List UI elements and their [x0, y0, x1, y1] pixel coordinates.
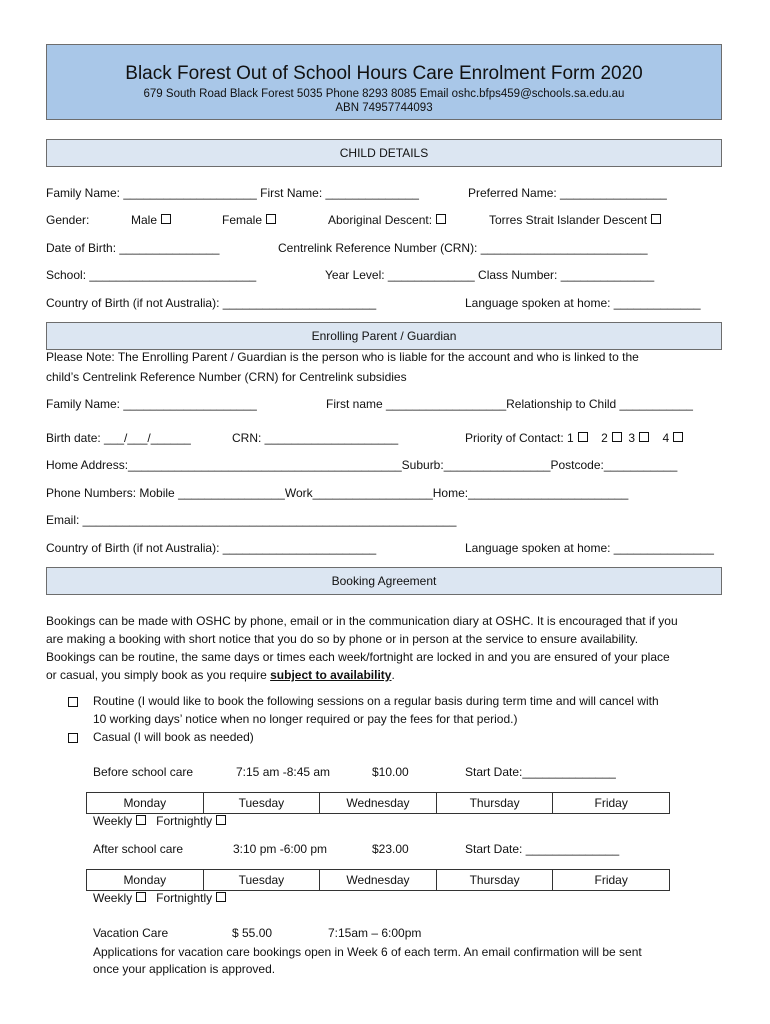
availability-emphasis: subject to availability [270, 668, 392, 682]
parent-birth-date-field[interactable]: Birth date: ___/___/______ [46, 431, 191, 445]
child-language-field[interactable]: Language spoken at home: _____________ [465, 296, 701, 310]
routine-checkbox[interactable] [68, 697, 78, 707]
year-class-field[interactable]: Year Level: _____________ Class Number: ______________ [325, 268, 655, 282]
vacation-note-line2: once your application is approved. [93, 962, 276, 976]
booking-para-line3: Bookings can be routine, the same days or times each week/fortnight are locked in and you are ensured of your place [46, 650, 670, 664]
after-weekly-checkbox[interactable] [136, 892, 146, 902]
priority-1-checkbox[interactable] [578, 432, 588, 442]
routine-label-line2: 10 working days’ notice when no longer required or pay the fees for that period.) [93, 712, 518, 726]
after-weekly-label: Weekly [93, 891, 133, 905]
male-checkbox[interactable] [161, 214, 171, 224]
booking-para-line4 [46, 668, 395, 682]
after-care-label: After school care [93, 842, 184, 856]
aboriginal-label: Aboriginal Descent: [328, 213, 433, 227]
after-friday-cell[interactable]: Friday [553, 870, 670, 891]
vacation-care-price: $ 55.00 [232, 926, 273, 940]
after-care-price: $23.00 [372, 842, 409, 856]
parent-header: Enrolling Parent / Guardian [46, 322, 722, 350]
email-field[interactable]: Email: ________________________________________________________ [46, 513, 457, 527]
priority-4-label: 4 [662, 431, 670, 445]
before-weekly-label: Weekly [93, 814, 133, 828]
before-monday-cell[interactable]: Monday [87, 793, 204, 814]
before-thursday-cell[interactable]: Thursday [436, 793, 553, 814]
abn-line: ABN 74957744093 [335, 102, 433, 114]
booking-para-line2: are making a booking with short notice that you do so by phone or in person at the service to ensure availability. [46, 632, 639, 646]
parent-crn-field[interactable]: CRN: ____________________ [232, 431, 399, 445]
parent-family-name-field[interactable]: Family Name: ____________________ [46, 397, 257, 411]
before-wednesday-cell[interactable]: Wednesday [320, 793, 437, 814]
before-weekly-checkbox[interactable] [136, 815, 146, 825]
school-field[interactable]: School: _________________________ [46, 268, 257, 282]
before-tuesday-cell[interactable]: Tuesday [203, 793, 320, 814]
after-care-start-date[interactable]: Start Date: ______________ [465, 842, 620, 856]
after-fortnightly-checkbox[interactable] [216, 892, 226, 902]
torres-checkbox[interactable] [651, 214, 661, 224]
before-care-time: 7:15 am -8:45 am [236, 765, 331, 779]
female-label: Female [222, 213, 263, 227]
phone-numbers-field[interactable]: Phone Numbers: Mobile ________________Work__________________Home:________________________ [46, 486, 629, 500]
aboriginal-checkbox[interactable] [436, 214, 446, 224]
female-option[interactable] [222, 213, 276, 227]
before-care-days-table [86, 792, 670, 814]
after-care-time: 3:10 pm -6:00 pm [233, 842, 328, 856]
before-care-label: Before school care [93, 765, 194, 779]
priority-3-label: 3 [628, 431, 636, 445]
child-country-field[interactable]: Country of Birth (if not Australia): _______________________ [46, 296, 377, 310]
before-care-start-date[interactable]: Start Date:______________ [465, 765, 616, 779]
after-tuesday-cell[interactable]: Tuesday [203, 870, 320, 891]
vacation-care-time: 7:15am – 6:00pm [328, 926, 422, 940]
child-details-header: CHILD DETAILS [46, 139, 722, 167]
priority-3-checkbox[interactable] [639, 432, 649, 442]
parent-first-name-field[interactable]: First name __________________Relationship to Child ___________ [326, 397, 693, 411]
vacation-care-label: Vacation Care [93, 926, 169, 940]
parent-note-line2: child’s Centrelink Reference Number (CRN) for Centrelink subsidies [46, 370, 407, 384]
before-fortnightly-label: Fortnightly [156, 814, 213, 828]
casual-label: Casual (I will book as needed) [93, 730, 254, 744]
after-fortnightly-label: Fortnightly [156, 891, 213, 905]
after-thursday-cell[interactable]: Thursday [436, 870, 553, 891]
vacation-note-line1: Applications for vacation care bookings open in Week 6 of each term. An email confirmation will be sent [93, 945, 642, 959]
priority-2-checkbox[interactable] [612, 432, 622, 442]
parent-note-line1: Please Note: The Enrolling Parent / Guardian is the person who is liable for the account and who is linked to the [46, 350, 639, 364]
child-dob-field[interactable]: Date of Birth: _______________ [46, 241, 220, 255]
child-preferred-name-field[interactable]: Preferred Name: ________________ [468, 186, 667, 200]
before-friday-cell[interactable]: Friday [553, 793, 670, 814]
torres-option[interactable] [489, 213, 661, 227]
male-option[interactable] [131, 213, 171, 227]
child-crn-field[interactable]: Centrelink Reference Number (CRN): _________________________ [278, 241, 648, 255]
booking-para-end: . [391, 668, 395, 682]
child-name-fields[interactable]: Family Name: ____________________ First Name: ______________ [46, 186, 419, 200]
booking-header: Booking Agreement [46, 567, 722, 595]
form-title: Black Forest Out of School Hours Care Enrolment Form 2020 [125, 63, 643, 84]
casual-checkbox[interactable] [68, 733, 78, 743]
before-frequency [93, 814, 226, 828]
after-wednesday-cell[interactable]: Wednesday [320, 870, 437, 891]
priority-label: Priority of Contact: 1 [465, 431, 574, 445]
before-care-price: $10.00 [372, 765, 409, 779]
parent-language-field[interactable]: Language spoken at home: _______________ [465, 541, 714, 555]
before-fortnightly-checkbox[interactable] [216, 815, 226, 825]
form-header [46, 44, 722, 120]
after-monday-cell[interactable]: Monday [87, 870, 204, 891]
male-label: Male [131, 213, 158, 227]
parent-country-field[interactable]: Country of Birth (if not Australia): _______________________ [46, 541, 377, 555]
after-care-days-table [86, 869, 670, 891]
priority-4-checkbox[interactable] [673, 432, 683, 442]
torres-label: Torres Strait Islander Descent [489, 213, 648, 227]
female-checkbox[interactable] [266, 214, 276, 224]
priority-contact [465, 431, 683, 445]
after-frequency [93, 891, 226, 905]
booking-para-line1: Bookings can be made with OSHC by phone, email or in the communication diary at OSHC. It is encouraged that if you [46, 614, 678, 628]
priority-2-label: 2 [601, 431, 608, 445]
home-address-field[interactable]: Home Address:_________________________________________Suburb:________________Postcode:___________ [46, 458, 678, 472]
booking-para-text: or casual, you simply book as you require [46, 668, 271, 682]
routine-label-line1: Routine (I would like to book the following sessions on a regular basis during term time and will cancel with [93, 694, 659, 708]
aboriginal-option[interactable] [328, 213, 446, 227]
gender-label: Gender: [46, 213, 90, 227]
address-line: 679 South Road Black Forest 5035 Phone 8293 8085 Email oshc.bfps459@schools.sa.edu.au [143, 88, 625, 100]
